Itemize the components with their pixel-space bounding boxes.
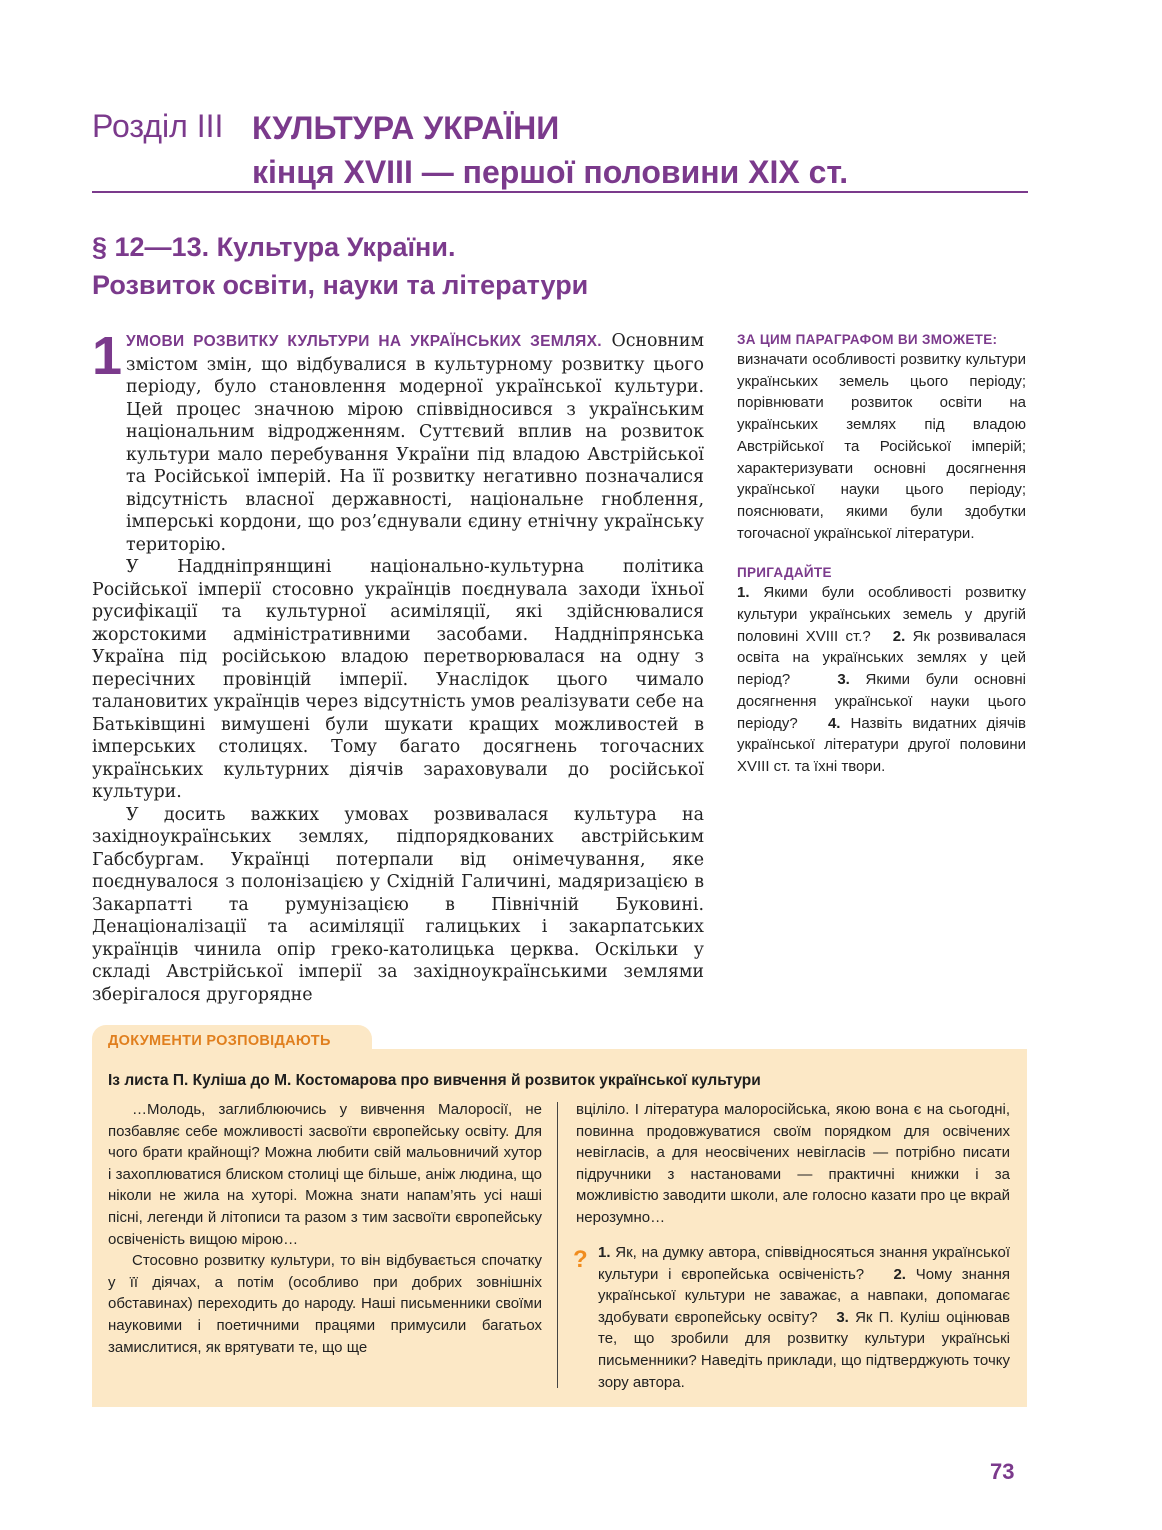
main-paragraph-3: У досить важких умовах розвивалася культура на західноукраїнських землях, підпорядкованих австрійським Габсбургам. Українці потерпали від онімечування, яке поєднувалося з полонізацією у Східній Галичині, мадяризацією в Закарпатті та румунізацією в Північній Буковині. Денаціоналізації та асиміляції галицьких і закарпатських українців чинила опір греко-католицька церква. Оскільки у складі Австрійської імперії за західноукраїнськими землями зберігалося другорядне [92,804,704,1005]
recall-heading: ПРИГАДАЙТЕ [737,565,832,581]
goals-text: визначати особливості розвитку культури українських земель цього періоду; порівнювати розвиток освіти на українських землях під владою Австрійської та Російської імперій; характеризувати основні досягнення української науки цього періоду; пояснювати, якими були здобутки тогочасної української літератури. [737,351,1026,542]
doc-q3: Як П. Куліш оцінював те, що зробили для розвитку культури українські письменники? Наведіть приклади, що підтверджують точку зору автора. [598,1308,1011,1391]
recall-q1: Якими були особливості розвитку культури українських земель у другій половині XVIII ст.? [737,584,1026,645]
main-text [92,326,704,1006]
paragraph-title [92,228,792,304]
recall-questions [737,582,1026,777]
document-left-column [108,1099,542,1358]
question-mark-icon: ? [573,1246,588,1273]
document-left-paragraph-1: …Молодь, заглиблюючись у вивчення Малоросії, не позбавляє себе можливості засвоїти європейську освіту. Для чого брати крайнощі? Можна любити свій мальовничий хутор і захоплюватися блиском столиці ще більше, аніж людина, що ніколи не жила на хуторі. Можна знати напам’ять усі наші пісні, легенди й літописи та разом з тим засвоїти європейську освіченість вищою мірою… [108,1101,542,1248]
sidebar [737,331,1026,778]
recall-q4-number: 4. [827,714,841,732]
column-divider [557,1102,558,1388]
main-paragraph-2: У Наддніпрянщині національно-культурна політика Російської імперії стосовно українців поєднувала заходи їхньої русифікації та культурної асиміляції, які здійснювалися жорстокими адміністративними засобами. Наддніпрянська Україна під російською владою перетворювалася на одну з пересічних провінцій імперії. Унаслідок цього чимало талановитих українців через відсутність умов реалізувати себе на Батьківщині вимушені були шукати кращих можливостей в імперських столицях. Тому багато досягнень тогочасних українських культурних діячів зараховували до російської культури. [92,557,704,802]
recall-q2: Як розвивалася освіта на українських землях у цей період? [737,627,1026,689]
recall-q3: Якими були основні досягнення української науки цього періоду? [737,671,1027,732]
main-paragraph-1 [92,326,704,556]
doc-q2-number: 2. [893,1265,906,1283]
paragraph-title-line2: Розвиток освіти, науки та літератури [92,270,589,300]
section-divider [92,191,1028,193]
subsection-heading: УМОВИ РОЗВИТКУ КУЛЬТУРИ НА УКРАЇНСЬКИХ ЗЕМЛЯХ. [126,333,602,350]
section-label: Розділ III [92,108,224,144]
section-heading-line2: кінця XVIII — першої половини XIX ст. [252,154,849,190]
goals-heading: ЗА ЦИМ ПАРАГРАФОМ ВИ ЗМОЖЕТЕ: [737,332,998,347]
paragraph-title-line1: § 12—13. Культура України. [92,232,456,262]
recall-q4: Назвіть видатних діячів української літератури другої половини XVIII ст. та їхні твори. [737,714,1026,775]
section-heading-line1: КУЛЬТУРА УКРАЇНИ [252,110,560,146]
document-right-paragraph-1: вціліло. І література малоросійська, якою вона є на сьогодні, повинна продовжуватися своїм порядком для освічених невігласів, а для неосвічених невігласів — потрібно писати підручники з настановами — практичні книжки і за можливістю заводити школи, але голосно казати про це вкрай нерозумно… [576,1101,1010,1226]
recall-q1-number: 1. [737,584,750,602]
main-paragraph-1-text: Основним змістом змін, що відбувалися в культурному розвитку цього періоду, було становлення модерної української культури. Цей процес значною мірою співвідносився з українським національним відродженням. Суттєвий вплив на розвиток культури мало перебування України під владою Австрійської та Російської імперій. На її розвитку негативно позначалися відсутність власної державності, національне гноблення, імперські кордони, що роз’єднували єдину етнічну українську територію. [126,331,704,555]
documents-tab [92,1025,372,1057]
documents-heading: Із листа П. Куліша до М. Костомарова про вивчення й розвиток української культури [108,1072,761,1089]
drop-cap-number: 1 [92,326,123,386]
doc-q3-number: 3. [836,1308,849,1326]
document-left-paragraph-2: Стосовно розвитку культури, то він відбувається спочатку у її діячах, а потім (особливо при добрих зовнішніх обставинах) переходить до народу. Наші письменники своїми науковими і поетичними працями примусили багатьох замислитися, як врятувати те, що ще [108,1252,542,1356]
document-right-column [576,1099,1010,1229]
documents-tab-label: ДОКУМЕНТИ РОЗПОВІДАЮТЬ [108,1033,331,1049]
doc-q1-number: 1. [598,1244,611,1261]
document-questions [598,1242,1010,1393]
recall-q3-number: 3. [837,671,850,689]
doc-q1: Як, на думку автора, співвідносяться знання української культури і європейська освіченість? [598,1244,1010,1283]
section-heading [252,106,848,194]
page-number: 73 [990,1459,1015,1484]
doc-q2: Чому знання української культури не заважає, а навпаки, допомагає здобувати європейську освіту? [598,1265,1010,1326]
recall-q2-number: 2. [892,627,906,645]
